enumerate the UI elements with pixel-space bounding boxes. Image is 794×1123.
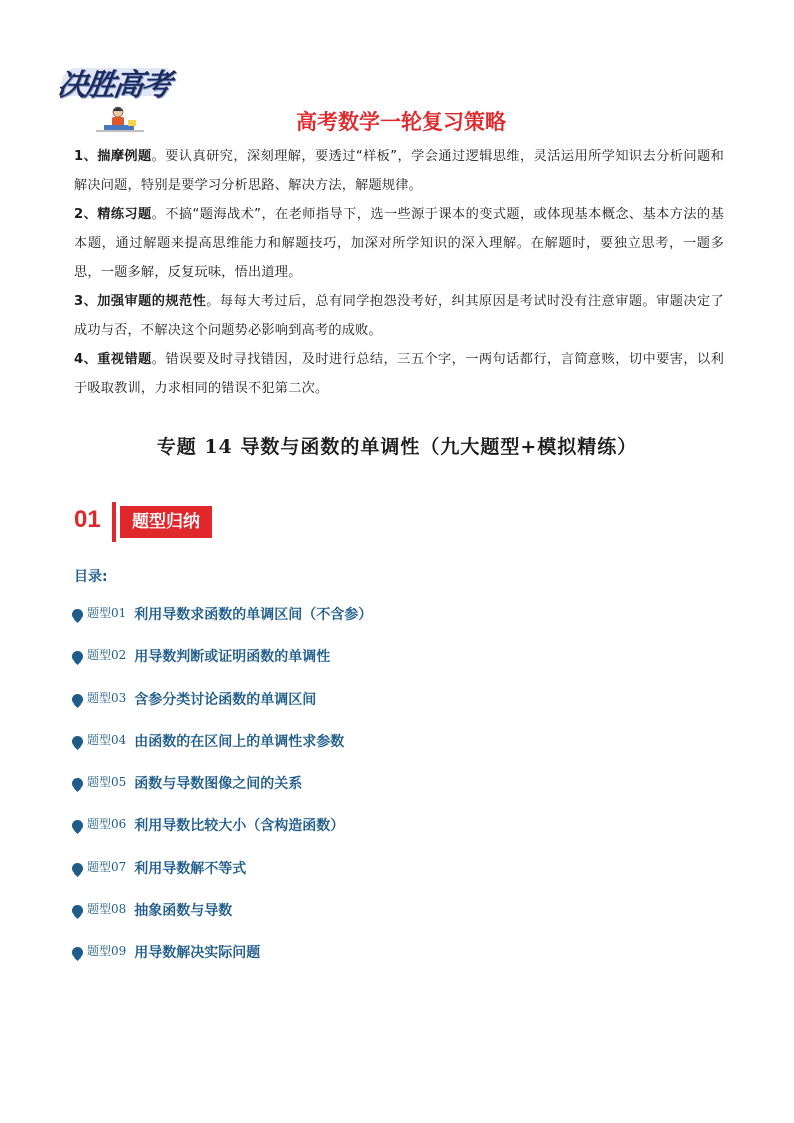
toc-item-text: 函数与导数图像之间的关系: [134, 776, 303, 793]
pin-bullet-icon: [72, 778, 83, 789]
strategy-item: [74, 142, 724, 200]
toc-item[interactable]: [72, 604, 712, 646]
toc-item-text: 用导数判断或证明函数的单调性: [134, 649, 331, 666]
toc-item-text: 抽象函数与导数: [134, 903, 233, 920]
pin-bullet-icon: [72, 694, 83, 705]
pin-bullet-icon: [72, 651, 83, 662]
toc-item-tag: 题型03: [87, 690, 127, 705]
toc-item[interactable]: [72, 689, 712, 731]
pin-bullet-icon: [72, 736, 83, 747]
strategy-item-body: 。错误要及时寻找错因，及时进行总结，三五个字，一两句话都行，言简意赅，切中要害，以利于吸取教训，力求相同的错误不犯第二次。: [74, 352, 724, 396]
toc-item-text: 利用导数解不等式: [134, 860, 247, 877]
pin-bullet-icon: [72, 905, 83, 916]
strategy-header-title: 高考数学一轮复习策略: [296, 110, 506, 134]
strategy-item-body: 。不搞“题海战术”，在老师指导下，选一些源于课本的变式题，或体现基本概念、基本方法的基本题，通过解题来提高思维能力和解题技巧，加深对所学知识的深入理解。在解题时，要独立思考，一题多思，一题多解，反复玩味，悟出道理。: [74, 207, 724, 280]
toc-item[interactable]: [72, 900, 712, 942]
strategy-item: [74, 200, 724, 287]
pin-bullet-icon: [72, 609, 83, 620]
toc-item-tag: 题型01: [87, 606, 127, 620]
strategy-item: [74, 287, 724, 345]
toc-item-tag: 题型08: [87, 902, 127, 917]
strategy-item-lead: 4、重视错题: [74, 352, 152, 367]
toc-item-tag: 题型09: [87, 944, 127, 959]
toc-item[interactable]: [72, 773, 712, 815]
toc-title: 目录:: [74, 569, 108, 585]
toc-item-text: 由函数的在区间上的单调性求参数: [134, 733, 345, 750]
toc-item[interactable]: [72, 731, 712, 773]
toc-item-text: 利用导数比较大小（含构造函数）: [134, 818, 345, 835]
toc-item[interactable]: [72, 815, 712, 857]
toc-item-text: 利用导数求函数的单调区间（不含参）: [134, 607, 373, 623]
toc-item-tag: 题型04: [87, 732, 127, 747]
pin-bullet-icon: [72, 863, 83, 874]
toc-item[interactable]: [72, 942, 712, 984]
section-divider: [112, 502, 116, 542]
toc-item-text: 用导数解决实际问题: [134, 945, 261, 962]
toc-item-tag: 题型02: [87, 648, 127, 663]
strategy-item-body: 。每每大考过后，总有同学抱怨没考好，纠其原因是考试时没有注意审题。审题决定了成功与否，不解决这个问题势必影响到高考的成败。: [74, 294, 724, 338]
strategy-item: [74, 345, 724, 403]
strategy-item-lead: 2、精练习题: [74, 207, 152, 222]
logo-text: 决胜高考: [55, 68, 172, 103]
toc-item-tag: 题型05: [87, 775, 127, 790]
section-number: 01: [74, 506, 101, 533]
pin-bullet-icon: [72, 820, 83, 831]
toc-item[interactable]: [72, 858, 712, 900]
toc-item[interactable]: [72, 646, 712, 688]
toc-list: [72, 604, 712, 985]
strategy-list: [74, 142, 724, 403]
section-label: 题型归纳: [120, 506, 212, 538]
topic-title: 专题 14 导数与函数的单调性（九大题型+模拟精练）: [156, 436, 638, 458]
toc-item-tag: 题型06: [87, 817, 127, 832]
strategy-item-lead: 1、揣摩例题: [74, 149, 152, 164]
pin-bullet-icon: [72, 947, 83, 958]
strategy-item-lead: 3、加强审题的规范性: [74, 294, 207, 309]
toc-item-tag: 题型07: [87, 859, 127, 874]
strategy-item-body: 。要认真研究，深刻理解，要透过“样板”，学会通过逻辑思维，灵活运用所学知识去分析问题和解决问题，特别是要学习分析思路、解决方法，解题规律。: [74, 149, 724, 193]
toc-item-text: 含参分类讨论函数的单调区间: [134, 691, 317, 708]
